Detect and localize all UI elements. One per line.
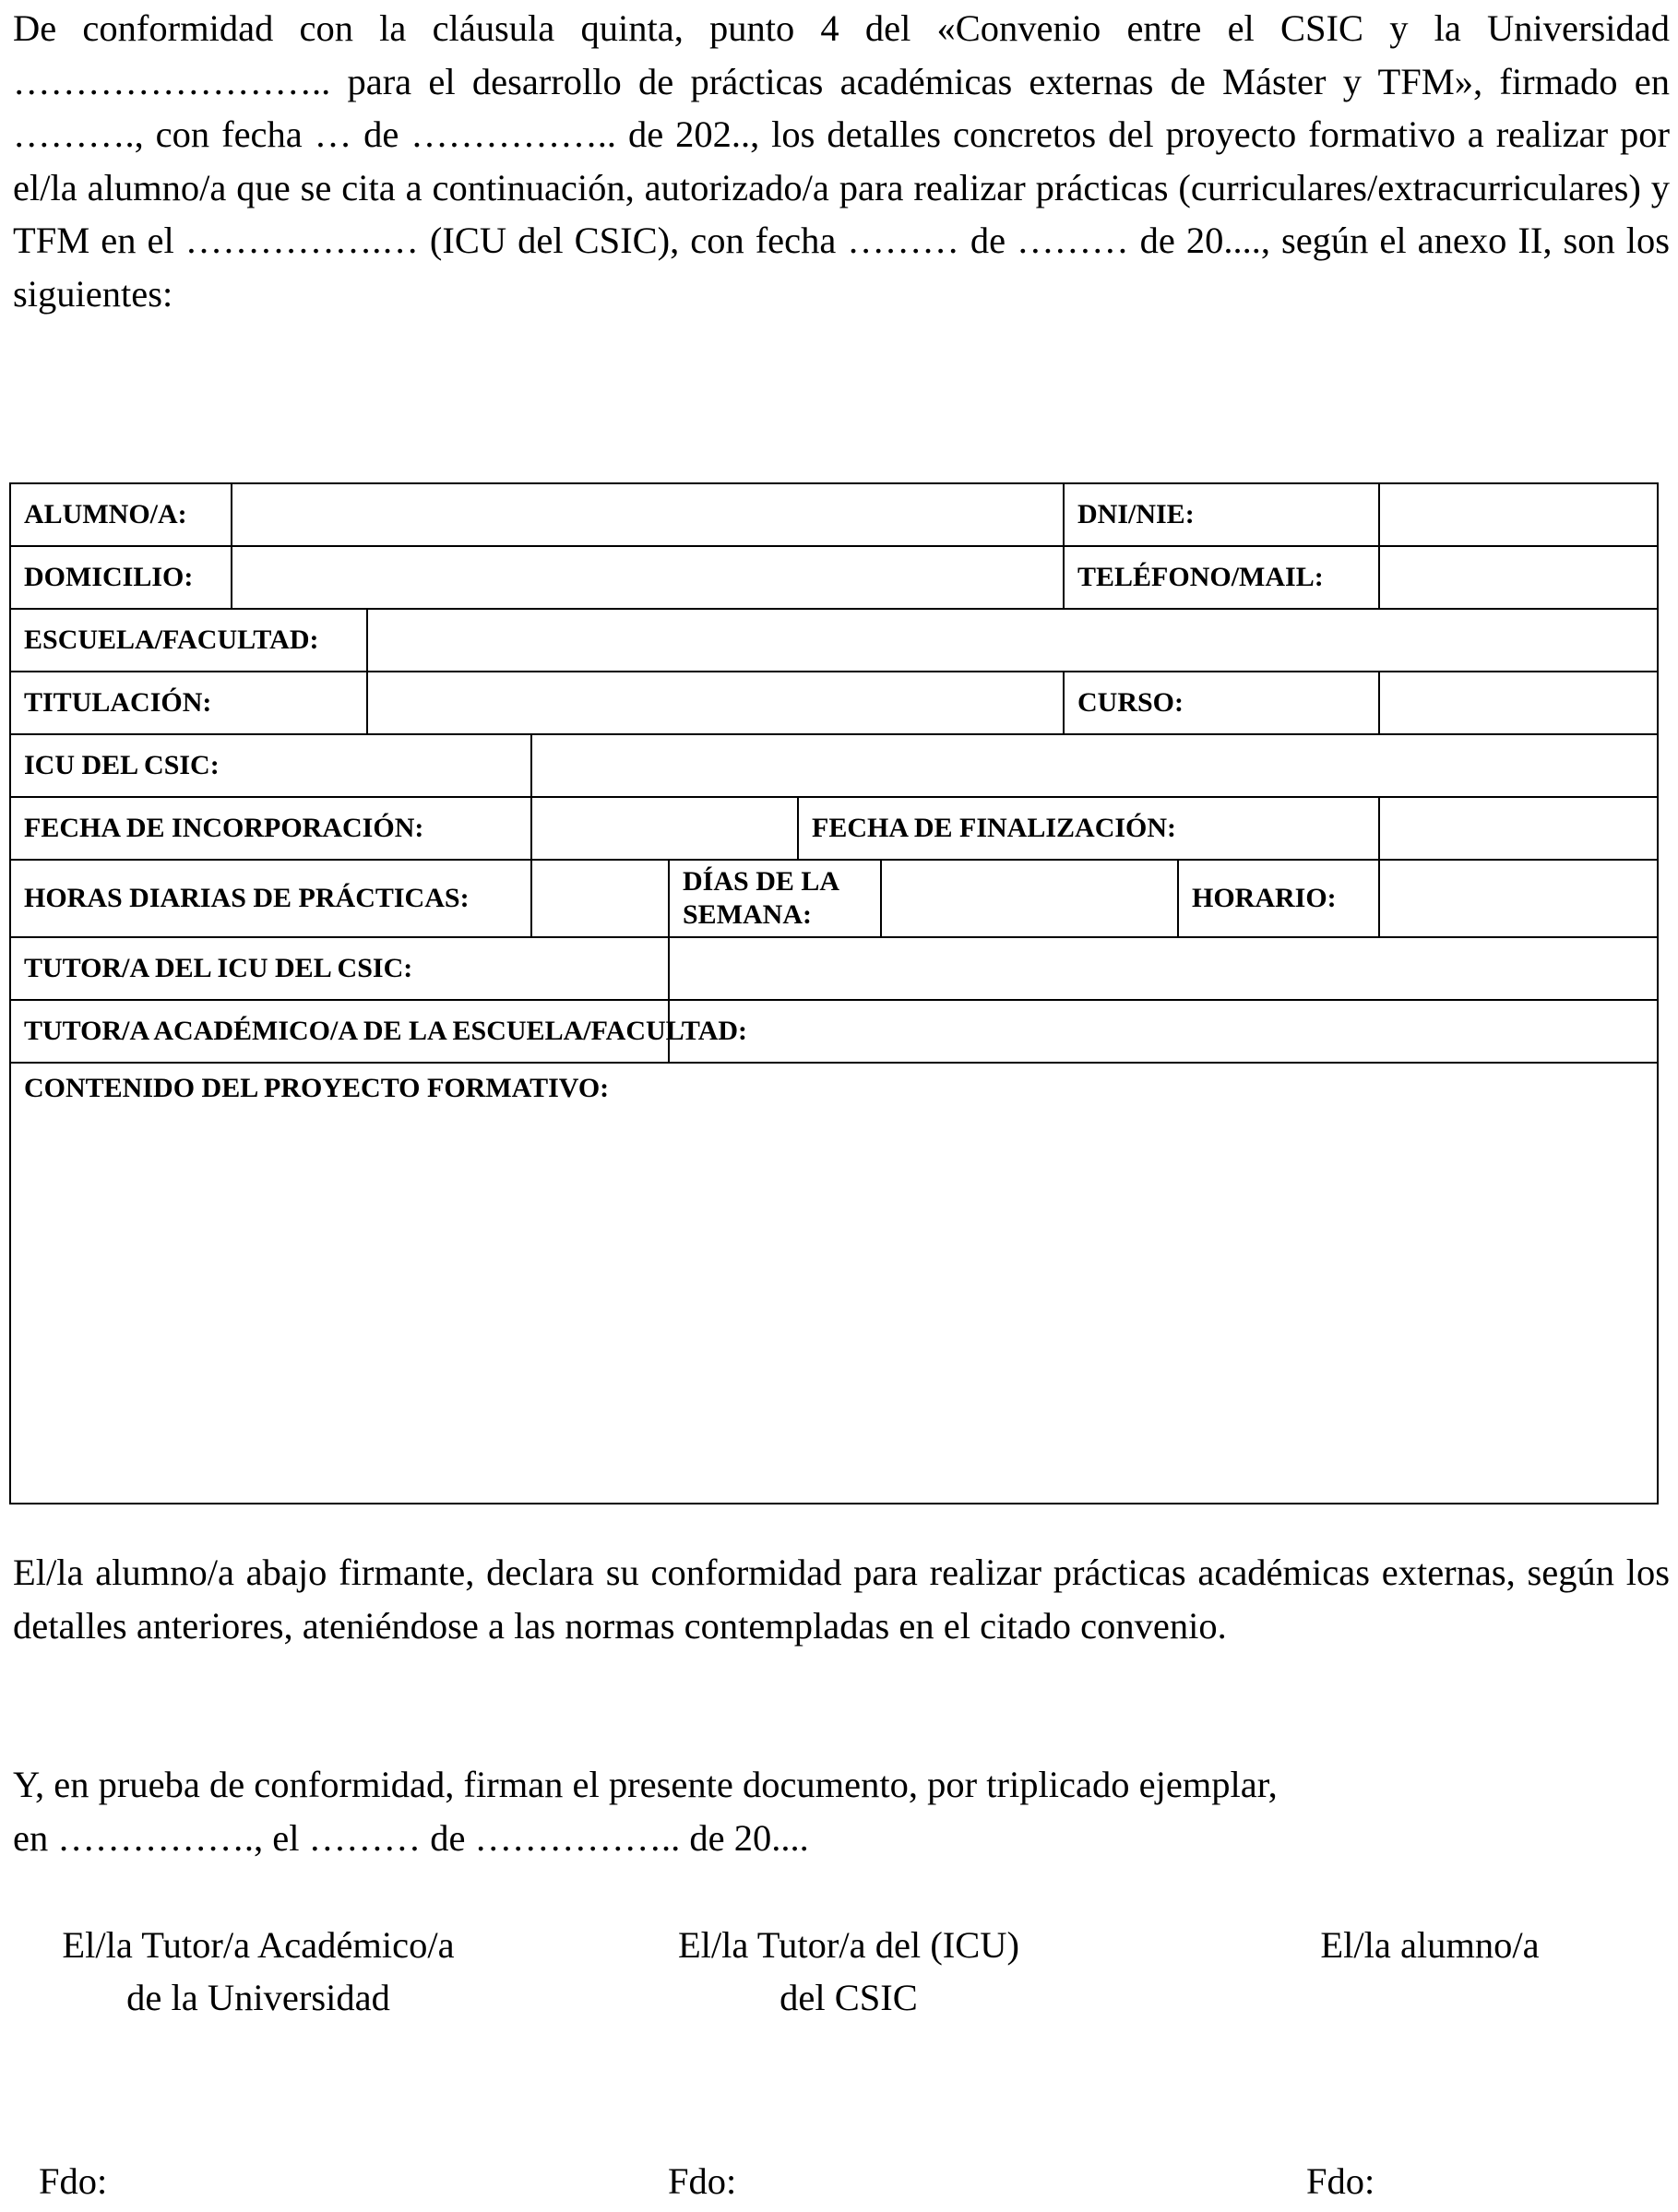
fecha-incorporacion-label: FECHA DE INCORPORACIÓN: bbox=[10, 797, 531, 860]
closing-line-2: en ……………., el ……… de …………….. de 20.... bbox=[13, 1817, 809, 1859]
horas-field[interactable] bbox=[531, 860, 669, 937]
row-horas bbox=[10, 860, 1658, 937]
dias-label: DÍAS DE LA SEMANA: bbox=[669, 860, 881, 937]
alumno-label: ALUMNO/A: bbox=[10, 483, 232, 546]
escuela-field[interactable] bbox=[367, 609, 1658, 672]
escuela-label: ESCUELA/FACULTAD: bbox=[10, 609, 367, 672]
contenido-field[interactable] bbox=[10, 1063, 1658, 1504]
row-domicilio bbox=[10, 546, 1658, 609]
signature-title-line: El/la alumno/a bbox=[1320, 1924, 1540, 1966]
tutor-academico-label: TUTOR/A ACADÉMICO/A DE LA ESCUELA/FACULTAD: bbox=[10, 1000, 669, 1063]
telefono-label: TELÉFONO/MAIL: bbox=[1064, 546, 1379, 609]
tutor-academico-field[interactable] bbox=[669, 1000, 1658, 1063]
domicilio-field[interactable] bbox=[232, 546, 1064, 609]
row-escuela bbox=[10, 609, 1658, 672]
row-fechas bbox=[10, 797, 1658, 860]
closing-line-1: Y, en prueba de conformidad, firman el presente documento, por triplicado ejemplar, bbox=[13, 1764, 1278, 1805]
intro-paragraph: De conformidad con la cláusula quinta, punto 4 del «Convenio entre el CSIC y la Universidad …………………….. para el desarrollo de prácticas académicas externas de Máster y TFM», firmado en ………., con fecha … de …………….. de 202.., los detalles concretos del proyecto formativo a realizar por el/la alumno/a que se cita a continuación, autorizado/a para realizar prácticas (curriculares/extracurriculares) y TFM en el …………….… (ICU del CSIC), con fecha ……… de ……… de 20...., según el anexo II, son los siguientes: bbox=[13, 7, 1670, 315]
contenido-label: CONTENIDO DEL PROYECTO FORMATIVO: bbox=[24, 1073, 610, 1103]
dias-field[interactable] bbox=[881, 860, 1178, 937]
row-contenido bbox=[10, 1063, 1658, 1504]
fdo-tutor-academico: Fdo: bbox=[39, 2160, 108, 2202]
curso-field[interactable] bbox=[1379, 672, 1658, 734]
fdo-tutor-icu: Fdo: bbox=[668, 2160, 737, 2202]
row-alumno bbox=[10, 483, 1658, 546]
signature-tutor-icu bbox=[627, 1919, 1070, 2024]
signature-title-line: El/la Tutor/a Académico/a bbox=[62, 1924, 455, 1966]
declaration-paragraph: El/la alumno/a abajo firmante, declara su conformidad para realizar prácticas académicas externas, según los detalles anteriores, ateniéndose a las normas contempladas en el citado convenio. bbox=[13, 1552, 1670, 1647]
horario-field[interactable] bbox=[1379, 860, 1658, 937]
titulacion-label: TITULACIÓN: bbox=[10, 672, 367, 734]
titulacion-field[interactable] bbox=[367, 672, 1064, 734]
fecha-finalizacion-field[interactable] bbox=[1379, 797, 1658, 860]
dni-field[interactable] bbox=[1379, 483, 1658, 546]
project-details-form bbox=[9, 482, 1659, 1504]
signature-tutor-academico bbox=[18, 1919, 498, 2024]
row-titulacion bbox=[10, 672, 1658, 734]
signature-title-line: El/la Tutor/a del (ICU) bbox=[677, 1924, 1020, 1966]
horas-label: HORAS DIARIAS DE PRÁCTICAS: bbox=[10, 860, 531, 937]
row-tutor-icu bbox=[10, 937, 1658, 1000]
alumno-field[interactable] bbox=[232, 483, 1064, 546]
icu-label: ICU DEL CSIC: bbox=[10, 734, 531, 797]
fdo-alumno: Fdo: bbox=[1306, 2160, 1375, 2202]
horario-label: HORARIO: bbox=[1178, 860, 1379, 937]
row-icu bbox=[10, 734, 1658, 797]
tutor-icu-label: TUTOR/A DEL ICU DEL CSIC: bbox=[10, 937, 669, 1000]
telefono-field[interactable] bbox=[1379, 546, 1658, 609]
tutor-icu-field[interactable] bbox=[669, 937, 1658, 1000]
signature-title-line: de la Universidad bbox=[126, 1977, 390, 2018]
icu-field[interactable] bbox=[531, 734, 1658, 797]
fecha-finalizacion-label: FECHA DE FINALIZACIÓN: bbox=[798, 797, 1379, 860]
fecha-incorporacion-field[interactable] bbox=[531, 797, 798, 860]
row-tutor-academico bbox=[10, 1000, 1658, 1063]
domicilio-label: DOMICILIO: bbox=[10, 546, 232, 609]
signature-alumno bbox=[1264, 1919, 1596, 1971]
curso-label: CURSO: bbox=[1064, 672, 1379, 734]
signature-title-line: del CSIC bbox=[779, 1977, 918, 2018]
dni-label: DNI/NIE: bbox=[1064, 483, 1379, 546]
